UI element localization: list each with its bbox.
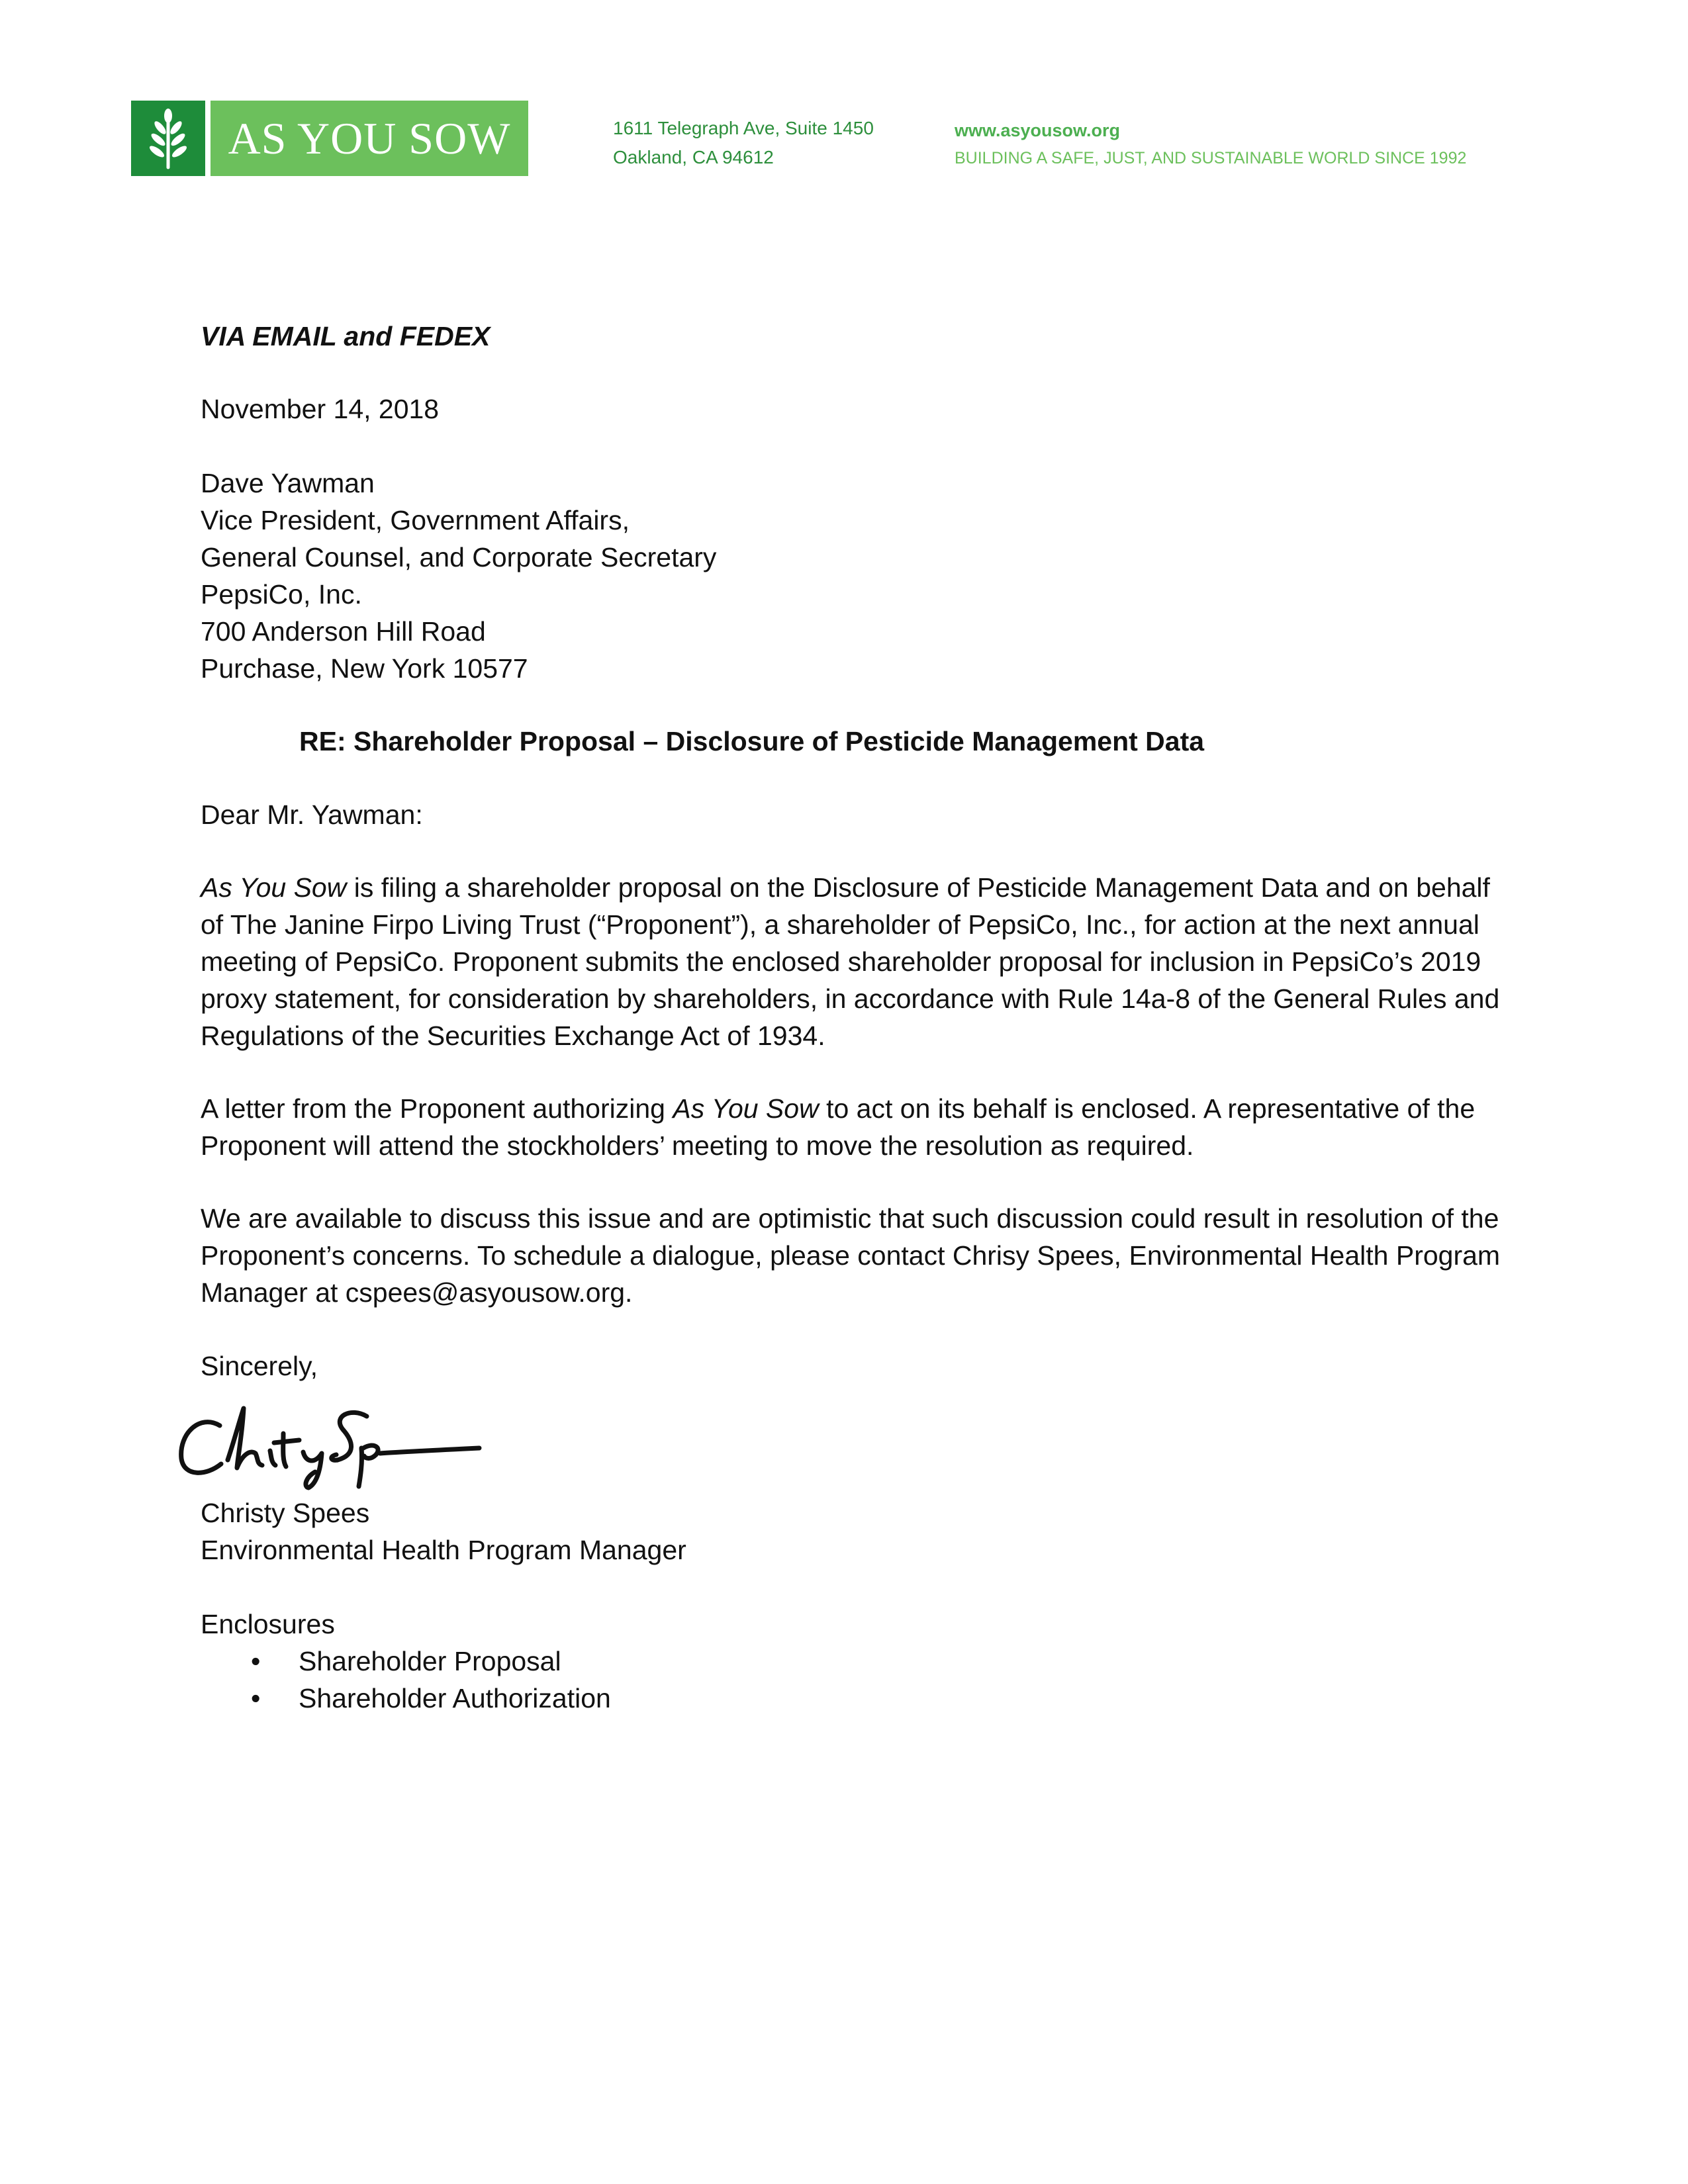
tagline: BUILDING A SAFE, JUST, AND SUSTAINABLE WORLD SINCE 1992: [955, 149, 1467, 167]
handwritten-signature: [173, 1394, 491, 1493]
recipient-line: PepsiCo, Inc.: [201, 579, 362, 610]
paragraph-1-text: is filing a shareholder proposal on the Disclosure of Pesticide Management Data and on behalf of The Janine Firpo Living Trust (“Proponent”), a shareholder of PepsiCo, Inc., for action at the next annual meeting of PepsiCo. Proponent submits the enclosed shareholder proposal for inclusion in PepsiCo’s 2019 proxy statement, for consideration by shareholders, in accordance with Rule 14a-8 of the General Rules and Regulations of the Securities Exchange Act of 1934.: [201, 872, 1500, 1051]
list-item: [201, 1643, 611, 1680]
signer-title: Environmental Health Program Manager: [201, 1535, 686, 1565]
sprout-icon: [131, 101, 205, 176]
recipient-line: Vice President, Government Affairs,: [201, 505, 630, 535]
org-name-italic: As You Sow: [673, 1093, 819, 1124]
website-link[interactable]: www.asyousow.org: [955, 120, 1121, 140]
paragraph-1: [201, 869, 1518, 1054]
org-name-italic: As You Sow: [201, 872, 347, 903]
letterhead-address: [613, 114, 874, 172]
subject-line: RE: Shareholder Proposal – Disclosure of Pesticide Management Data: [299, 726, 1205, 756]
paragraph-2-text: to act on its behalf is enclosed. A representative of the Proponent will attend the stockholders’ meeting to move the resolution as required.: [201, 1093, 1476, 1161]
recipient-line: Purchase, New York 10577: [201, 653, 528, 684]
bullet: •: [251, 1683, 261, 1713]
recipient-line: General Counsel, and Corporate Secretary: [201, 542, 717, 572]
address-line-2: Oakland, CA 94612: [613, 147, 774, 167]
recipient-address: [201, 465, 716, 687]
signer-name: Christy Spees: [201, 1498, 370, 1528]
enclosure-label: Shareholder Authorization: [299, 1683, 611, 1713]
letter-date: November 14, 2018: [201, 394, 440, 424]
paragraph-3: We are available to discuss this issue and are optimistic that such discussion could result in resolution of the Proponent’s concerns. To schedule a dialogue, please contact Chrisy Spees, Environmental Health Program Manager at cspees@asyousow.org.: [201, 1203, 1501, 1308]
enclosures-list: [201, 1643, 611, 1717]
as-you-sow-logo: [131, 101, 528, 176]
address-line-1: 1611 Telegraph Ave, Suite 1450: [613, 118, 874, 138]
paragraph-2: [201, 1090, 1518, 1164]
enclosures-heading: Enclosures: [201, 1609, 335, 1639]
delivery-method: VIA EMAIL and FEDEX: [201, 321, 491, 351]
salutation: Dear Mr. Yawman:: [201, 799, 423, 830]
letterhead-web: [955, 116, 1466, 172]
signer-block: [201, 1494, 686, 1569]
list-item: [201, 1680, 611, 1717]
paragraph-2-start: A letter from the Proponent authorizing: [201, 1093, 673, 1124]
closing: Sincerely,: [201, 1351, 318, 1381]
bullet: •: [251, 1646, 261, 1676]
recipient-line: 700 Anderson Hill Road: [201, 616, 486, 647]
recipient-line: Dave Yawman: [201, 468, 375, 498]
enclosure-label: Shareholder Proposal: [299, 1646, 561, 1676]
logo-wordmark: AS YOU SOW: [211, 101, 528, 176]
